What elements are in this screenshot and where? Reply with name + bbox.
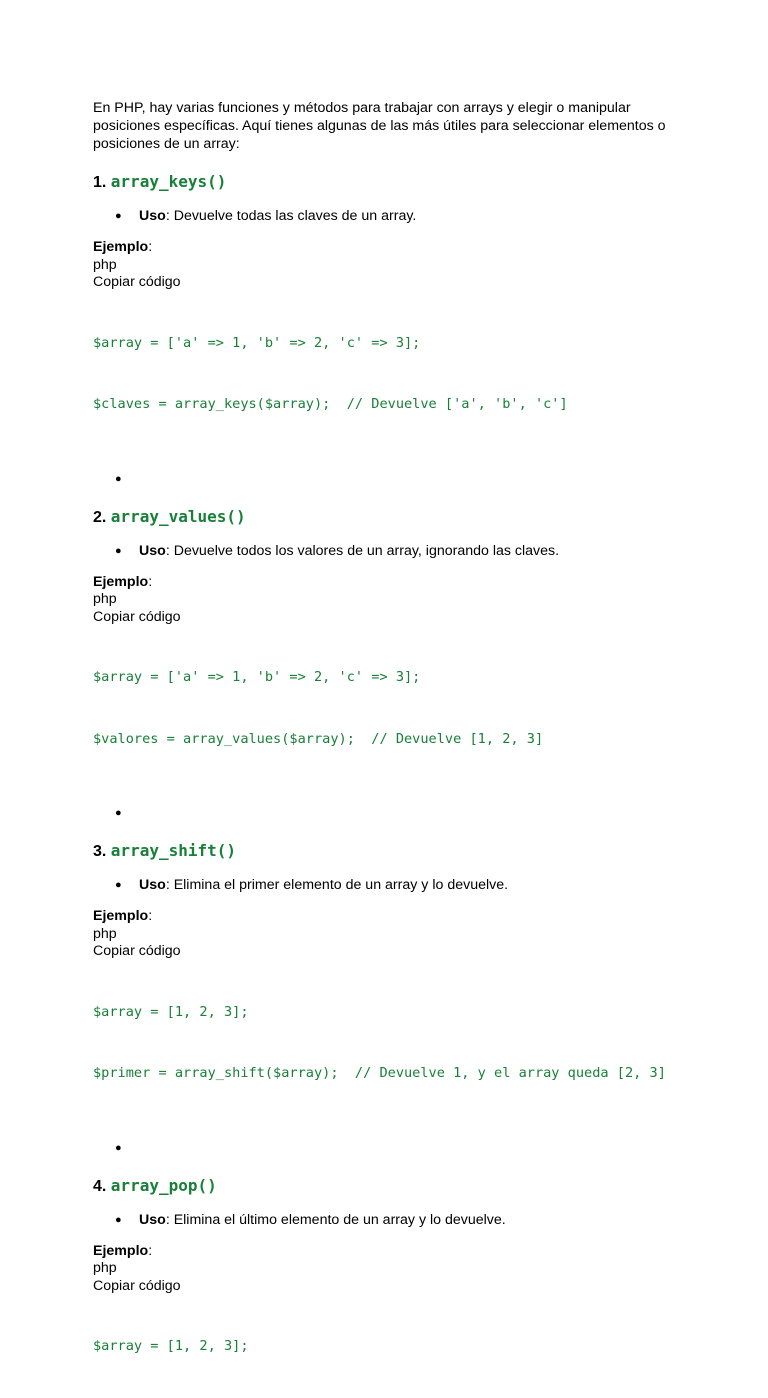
code-block <box>93 961 683 1125</box>
section-array-pop <box>93 1175 683 1398</box>
ejemplo-line <box>93 908 683 926</box>
uso-label: Uso <box>139 1211 166 1228</box>
code-line: $array = ['a' => 1, 'b' => 2, 'c' => 3]; <box>93 669 421 685</box>
copy-code-button[interactable]: Copiar código <box>93 1277 181 1294</box>
uso-bullet <box>93 1211 683 1229</box>
uso-text: : Devuelve todos los valores de un array, ignorando las claves. <box>165 542 560 559</box>
section-number: 1. <box>93 174 107 191</box>
ejemplo-line <box>93 1243 683 1261</box>
section-heading <box>93 171 683 193</box>
ejemplo-label: Ejemplo <box>93 573 149 590</box>
intro-paragraph: En PHP, hay varias funciones y métodos para trabajar con arrays y elegir o manipular posiciones específicas. Aquí tienes algunas de las más útiles para seleccionar elementos o posiciones de un array: <box>93 100 666 152</box>
code-line: $array = [1, 2, 3]; <box>93 1338 249 1354</box>
section-heading <box>93 506 683 528</box>
code-line: $claves = array_keys($array); // Devuelve ['a', 'b', 'c'] <box>93 396 568 412</box>
copy-code-button[interactable]: Copiar código <box>93 608 181 625</box>
empty-bullet: ● <box>115 472 122 485</box>
section-array-shift <box>93 840 683 1157</box>
uso-text: : Elimina el último elemento de un array y lo devuelve. <box>165 1211 506 1228</box>
code-block <box>93 292 683 456</box>
section-heading <box>93 840 683 862</box>
section-number: 2. <box>93 508 107 526</box>
code-block <box>93 1295 683 1398</box>
empty-bullet: ● <box>115 807 122 819</box>
copy-code-button[interactable]: Copiar código <box>93 274 181 290</box>
code-line: $array = [1, 2, 3]; <box>93 1003 249 1020</box>
code-line: $primer = array_shift($array); // Devuelve 1, y el array queda [2, 3] <box>93 1065 666 1081</box>
copy-code-button[interactable]: Copiar código <box>93 943 181 959</box>
uso-bullet <box>93 542 683 560</box>
code-language: php <box>93 1260 117 1276</box>
code-line: $array = ['a' => 1, 'b' => 2, 'c' => 3]; <box>93 334 421 351</box>
ejemplo-colon: : <box>148 908 153 924</box>
ejemplo-line <box>93 239 683 257</box>
ejemplo-colon: : <box>148 573 153 590</box>
code-language: php <box>93 591 117 607</box>
uso-label: Uso <box>139 208 166 224</box>
section-array-values <box>93 506 683 823</box>
code-block <box>93 626 683 790</box>
function-name: array_values() <box>110 506 246 526</box>
ejemplo-colon: : <box>148 1242 153 1259</box>
code-language: php <box>93 256 117 273</box>
document-body <box>93 99 683 1398</box>
ejemplo-label: Ejemplo <box>93 908 149 924</box>
uso-bullet <box>93 207 683 225</box>
uso-label: Uso <box>139 877 166 893</box>
ejemplo-label: Ejemplo <box>93 239 149 255</box>
uso-text: : Devuelve todas las claves de un array. <box>165 208 417 224</box>
section-heading <box>93 1175 683 1197</box>
function-name: array_keys() <box>110 172 227 191</box>
uso-text: : Elimina el primer elemento de un array y lo devuelve. <box>165 877 509 893</box>
section-array-keys <box>93 171 683 488</box>
code-line: $valores = array_values($array); // Devuelve [1, 2, 3] <box>93 730 544 747</box>
uso-label: Uso <box>139 542 166 559</box>
ejemplo-line <box>93 574 683 592</box>
empty-bullet: ● <box>115 1141 122 1154</box>
code-language: php <box>93 925 117 942</box>
function-name: array_pop() <box>110 1175 217 1195</box>
ejemplo-label: Ejemplo <box>93 1242 149 1259</box>
section-number: 4. <box>93 1177 107 1195</box>
uso-bullet <box>93 876 683 894</box>
function-name: array_shift() <box>110 841 237 860</box>
ejemplo-colon: : <box>148 239 153 255</box>
section-number: 3. <box>93 843 107 860</box>
